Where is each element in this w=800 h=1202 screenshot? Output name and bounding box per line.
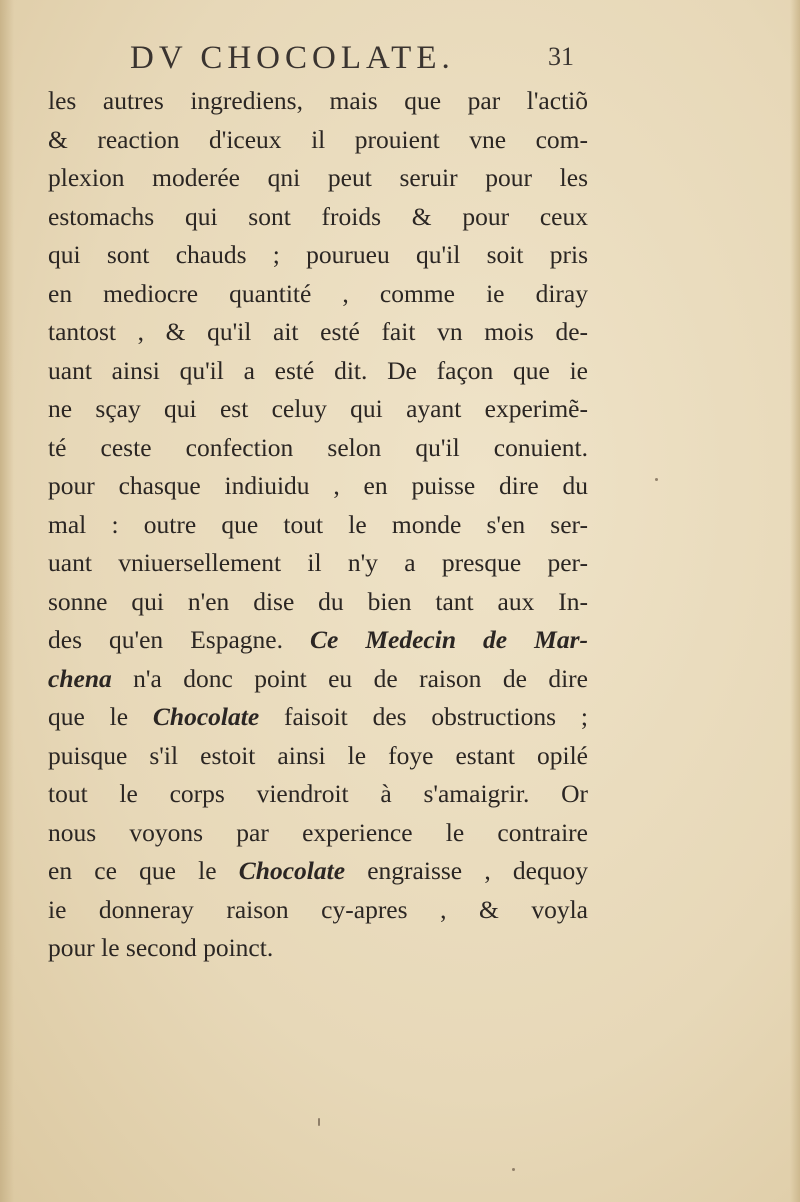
page-edge-left (0, 0, 14, 1202)
text-segment: engraisse , dequoy (345, 856, 588, 885)
running-title: DV CHOCOLATE. (130, 40, 455, 76)
text-line (48, 660, 588, 699)
text-line (48, 775, 588, 814)
paper-speck (655, 478, 658, 481)
text-line (48, 891, 588, 930)
text-segment: ie donneray raison cy-apres , & voyla (48, 894, 588, 924)
page-edge-right (790, 0, 800, 1202)
text-segment: en ce que le (48, 856, 239, 885)
text-segment: uant vniuersellement il n'y a presque per- (48, 548, 588, 577)
text-line (48, 852, 588, 891)
text-segment: tantost , & qu'il ait esté fait vn mois de- (48, 317, 588, 346)
text-line (48, 121, 588, 160)
text-segment: les autres ingrediens, mais que par l'actiõ (48, 86, 588, 115)
text-line (48, 929, 588, 968)
text-segment: puisque s'il estoit ainsi le foye estant opilé (48, 740, 588, 770)
text-line (48, 467, 588, 506)
text-line (48, 698, 588, 737)
page-number: 31 (548, 42, 574, 71)
text-line (48, 544, 588, 583)
text-line (48, 236, 588, 275)
paper-speck (318, 1118, 320, 1126)
text-segment: que le (48, 702, 153, 731)
text-line (48, 390, 588, 429)
text-line (48, 737, 588, 776)
text-segment: n'a donc point eu de raison de dire (111, 663, 588, 693)
text-segment: mal : outre que tout le monde s'en ser- (48, 509, 588, 539)
text-segment: en mediocre quantité , comme ie diray (48, 278, 588, 308)
text-segment: & reaction d'iceux il prouient vne com- (48, 124, 588, 154)
text-segment: ne sçay qui est celuy qui ayant experimẽ- (48, 394, 588, 423)
text-segment: pour le second poinct. (48, 933, 274, 962)
text-line (48, 82, 588, 121)
text-segment: plexion moderée qni peut seruir pour les (48, 163, 588, 192)
text-segment: té ceste confection selon qu'il conuient. (48, 432, 588, 462)
text-line (48, 429, 588, 468)
text-segment: des qu'en Espagne. (48, 625, 311, 654)
text-segment: faisoit des obstructions ; (259, 702, 588, 731)
text-line (48, 506, 588, 545)
text-segment: pour chasque indiuidu , en puisse dire du (48, 471, 588, 500)
text-segment: uant ainsi qu'il a esté dit. De façon que ie (48, 355, 588, 385)
text-segment: tout le corps viendroit à s'amaigrir. Or (48, 779, 588, 808)
text-line (48, 352, 588, 391)
text-line (48, 814, 588, 853)
italic-text-segment: Ce Medecin de Mar- (310, 625, 588, 654)
text-segment: nous voyons par experience le contraire (48, 817, 588, 847)
text-line (48, 583, 588, 622)
italic-text-segment: Chocolate (152, 702, 260, 731)
italic-text-segment: Chocolate (238, 856, 346, 885)
text-line (48, 275, 588, 314)
text-segment: estomachs qui sont froids & pour ceux (48, 201, 588, 231)
italic-text-segment: chena (48, 663, 112, 693)
text-line (48, 159, 588, 198)
text-segment: qui sont chauds ; pourueu qu'il soit pris (48, 240, 588, 269)
paper-speck (512, 1168, 515, 1171)
text-line (48, 313, 588, 352)
text-line (48, 198, 588, 237)
body-text (48, 82, 588, 968)
text-segment: sonne qui n'en dise du bien tant aux In- (48, 586, 588, 616)
text-line (48, 621, 588, 660)
